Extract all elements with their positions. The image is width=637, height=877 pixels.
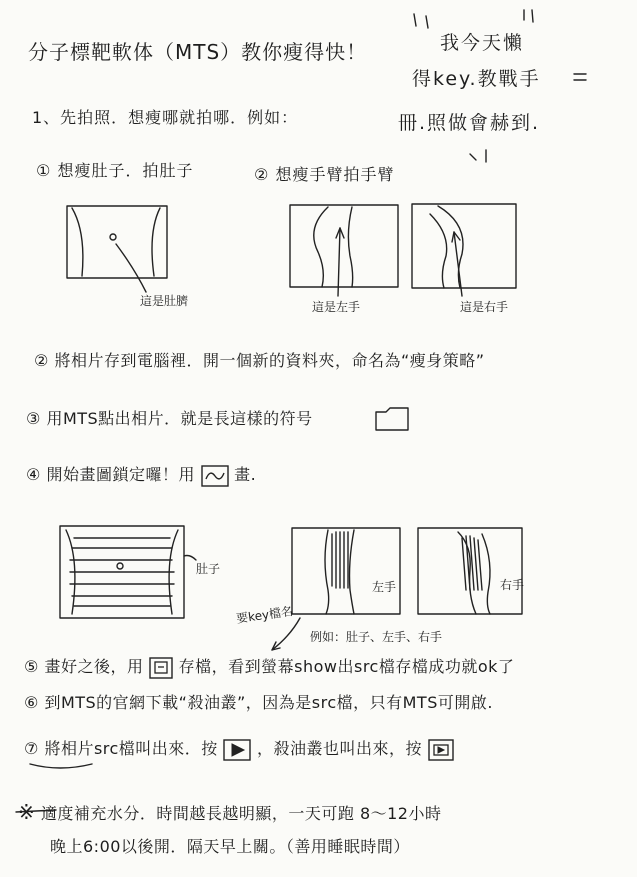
step1-heading: 1、先拍照．想瘦哪就拍哪．例如：: [32, 108, 299, 127]
step1-sub2-num: ②: [254, 165, 270, 184]
label-right: 右手: [500, 578, 525, 592]
side-note-line2: 得key.教戰手: [412, 68, 541, 90]
footnote-text1: 適度補充水分．時間越長越明顯，一天可跑 8～12小時: [40, 804, 442, 823]
step7-num: ⑦: [24, 739, 39, 758]
step6-num: ⑥: [24, 693, 39, 712]
side-note-line3: 冊.照做會赫到.: [398, 112, 541, 134]
step4-num: ④: [26, 465, 41, 484]
step1-sub2-text: 想瘦手臂拍手臂: [275, 165, 395, 184]
step2-text: 將相片存到電腦裡．開一個新的資料夾，命名為“瘦身策略”: [54, 351, 485, 370]
filename-example-note: 例如：肚子、左手、右手: [310, 630, 443, 644]
page-title: 分子標靶軟体（MTS）教你瘦得快！: [28, 40, 368, 64]
footnote-line2: 晚上6:00以後開．隔天早上關。（善用睡眠時間）: [50, 837, 410, 856]
label-left: 左手: [372, 580, 397, 594]
footnote-mark: ※: [18, 800, 36, 824]
step4-text-after: 畫.: [234, 465, 257, 484]
step5-num: ⑤: [24, 657, 39, 676]
step3-text: 用MTS點出相片．就是長這樣的符号: [46, 409, 313, 428]
label-left-hand: 這是左手: [312, 300, 361, 314]
step6-text: 到MTS的官網下載“殺油叢”，因為是src檔，只有MTS可開啟.: [44, 693, 493, 712]
label-right-hand: 這是右手: [460, 300, 509, 314]
step5-text-after: 存檔，看到螢幕show出src檔存檔成功就ok了: [178, 657, 515, 676]
step2-num: ②: [34, 351, 49, 370]
key-filename-note: 要key檔名: [235, 604, 294, 626]
step1-sub1-text: 想瘦肚子．拍肚子: [57, 161, 194, 180]
side-note-line1: 我今天懶: [440, 32, 525, 54]
label-navel: 這是肚臍: [140, 294, 189, 308]
step3-num: ③: [26, 409, 41, 428]
step5-text-before: 畫好之後，用: [44, 657, 144, 676]
label-belly: 肚子: [196, 562, 221, 576]
step4-text-before: 開始畫圖鎖定囉！用: [46, 465, 195, 484]
step7-text-before: 將相片src檔叫出來．按: [44, 739, 218, 758]
step7-text-middle: ，殺油叢也叫出來，按: [257, 739, 423, 758]
step1-sub1-num: ①: [36, 161, 52, 180]
